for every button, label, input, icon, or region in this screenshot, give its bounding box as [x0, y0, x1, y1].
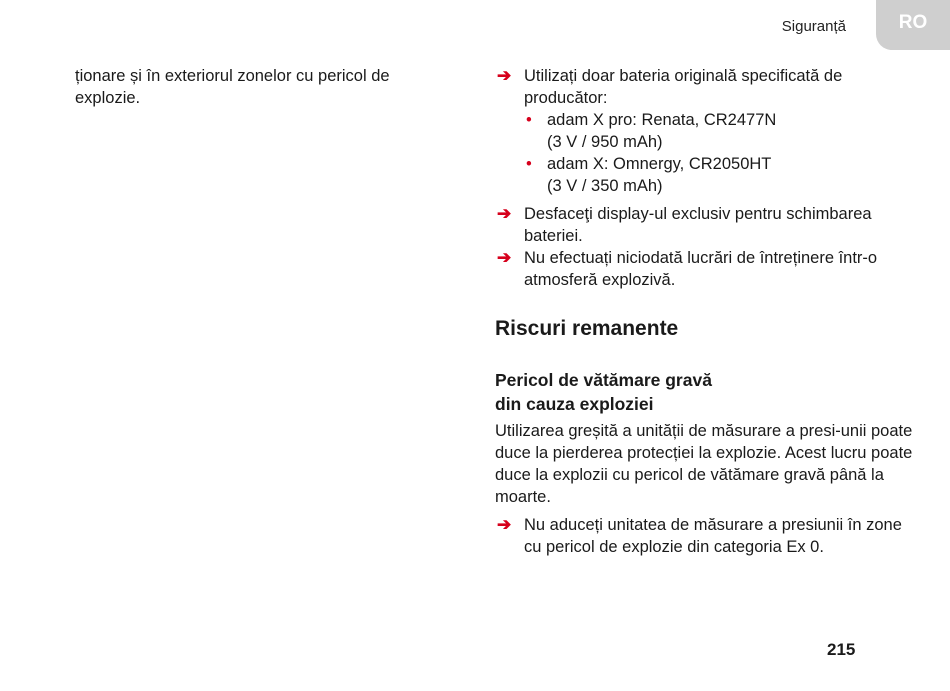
list-item-text: Nu efectuați niciodată lucrări de întreținere într-o atmosferă explozivă. [524, 249, 878, 289]
subheading-line: Pericol de vătămare gravă [495, 370, 712, 390]
left-column [75, 65, 445, 109]
list-item-text: Desfaceţi display-ul exclusiv pentru schimbarea bateriei. [524, 205, 872, 245]
arrow-icon: ➔ [497, 248, 512, 267]
subsection-heading [495, 368, 920, 416]
list-item-text: Nu aduceți unitatea de măsurare a presiunii în zone cu pericol de explozie din categoria Ex 0. [524, 516, 902, 556]
bullet-icon: • [526, 155, 532, 173]
arrow-icon: ➔ [497, 204, 512, 223]
sub-item-line: (3 V / 350 mAh) [547, 177, 663, 195]
sub-list [524, 109, 920, 197]
bullet-icon: • [526, 111, 532, 129]
language-tab: RO [876, 0, 950, 50]
sub-list-item [524, 109, 920, 153]
list-item [495, 247, 920, 291]
subheading-line: din cauza exploziei [495, 394, 654, 414]
list-item [495, 514, 920, 558]
body-paragraph: Utilizarea greșită a unității de măsurare a presi-unii poate duce la pierderea protecției la explozie. Acest lucru poate duce la explozii cu pericol de vătămare gravă până la moarte. [495, 422, 913, 506]
list-item-text: Utilizați doar bateria originală specificată de producător: [524, 67, 843, 107]
page-number: 215 [827, 640, 856, 659]
section-heading: Riscuri remanente [495, 317, 679, 340]
list-item [495, 65, 920, 197]
sub-list-item [524, 153, 920, 197]
sub-item-line: (3 V / 950 mAh) [547, 133, 663, 151]
list-item [495, 203, 920, 247]
arrow-icon: ➔ [497, 515, 512, 534]
right-column [495, 65, 920, 558]
header-section-title: Siguranță [781, 18, 846, 35]
sub-item-line: adam X pro: Renata, CR2477N [547, 111, 777, 129]
left-paragraph: ționare și în exteriorul zonelor cu pericol de explozie. [75, 67, 390, 107]
sub-item-line: adam X: Omnergy, CR2050HT [547, 155, 772, 173]
arrow-icon: ➔ [497, 66, 512, 85]
